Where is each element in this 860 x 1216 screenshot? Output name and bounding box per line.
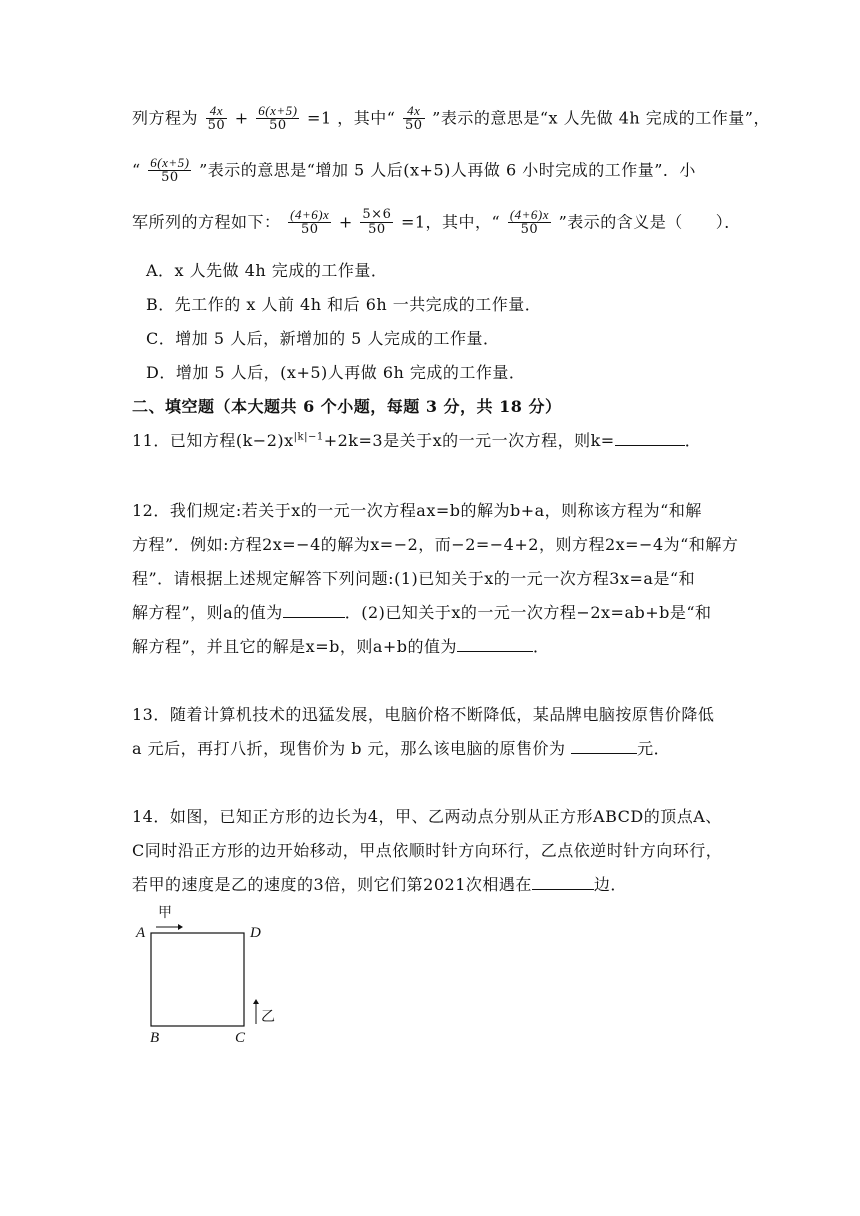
question-12-line-5: 解方程”，并且它的解是x=b，则a+b的值为 ． — [132, 637, 550, 656]
fraction: $\frac{(4+6)x}{50}$ — [509, 207, 550, 238]
arrowhead-right-icon — [178, 924, 183, 930]
square — [151, 933, 244, 1026]
section-heading: 二、填空题（本大题共 6 个小题，每题 3 分，共 18 分） — [132, 397, 562, 416]
option-b: B．先工作的 x 人前 4h 和后 6h 一共完成的工作量． — [146, 295, 542, 314]
vertex-c-label: C — [235, 1030, 246, 1046]
question-14-line-3: 若甲的速度是乙的速度的3倍，则它们第2021次相遇在 边． — [132, 875, 627, 894]
q10-line-1: 列方程为 $\frac{4x}{50}$ + $\frac{6(x+5)}{50}$ =1 ，其中“ $\frac{4x}{50}$ ”表示的意思是“x 人先做 4h 完成的工作量”， — [132, 103, 770, 134]
answer-blank — [571, 739, 637, 754]
vertex-b-label: B — [150, 1030, 160, 1046]
answer-blank — [283, 603, 345, 618]
label-jia: 甲 — [158, 905, 172, 921]
question-12-line-4: 解方程”，则a的值为 ．(2)已知关于x的一元一次方程−2x=ab+b是“和 — [132, 603, 712, 622]
fraction: $\frac{6(x+5)}{50}$ — [258, 103, 298, 134]
fraction: $\frac{(4+6)x}{50}$ — [290, 207, 330, 238]
question-13-line-2: a 元后，再打八折，现售价为 b 元，那么该电脑的原售价为 元． — [132, 739, 671, 758]
answer-blank — [615, 431, 685, 446]
fraction: $\frac{5\times 6}{50}$ — [362, 207, 392, 238]
arrowhead-up-icon — [253, 999, 259, 1004]
question-14-line-1: 14．如图，已知正方形的边长为4，甲、乙两动点分别从正方形ABCD的顶点A、 — [132, 807, 722, 826]
question-12-line-2: 方程”．例如:方程2x=−4的解为x=−2，而−2=−4+2，则方程2x=−4为“和解方 — [132, 535, 739, 554]
square-figure — [130, 900, 290, 1060]
q10-line-3: 军所列的方程如下： $\frac{(4+6)x}{50}$ + $\frac{5\times 6}{50}$ =1，其中，“ $\frac{(4+6)x}{50}$ ”表示的含义是（ ）． — [132, 207, 741, 238]
option-a: A．x 人先做 4h 完成的工作量． — [146, 261, 388, 280]
option-c: C．增加 5 人后，新增加的 5 人完成的工作量． — [146, 329, 500, 348]
question-12-line-1: 12．我们规定:若关于x的一元一次方程ax=b的解为b+a，则称该方程为“和解 — [132, 501, 702, 520]
option-d: D．增加 5 人后，(x+5)人再做 6h 完成的工作量． — [146, 363, 526, 382]
fraction: $\frac{4x}{50}$ — [405, 103, 423, 134]
question-11: 11．已知方程$(k-2)x^{|k|-1}+2k=3$是关于x的一元一次方程，则k= ． — [132, 431, 702, 450]
question-13-line-1: 13．随着计算机技术的迅猛发展，电脑价格不断降低，某品牌电脑按原售价降低 — [132, 705, 715, 724]
label-yi: 乙 — [261, 1009, 275, 1025]
vertex-a-label: A — [136, 925, 146, 941]
text: 列方程为 — [132, 108, 199, 128]
fraction: $\frac{6(x+5)}{50}$ — [150, 155, 190, 186]
vertex-d-label: D — [250, 925, 261, 941]
question-12-line-3: 程”．请根据上述规定解答下列问题:(1)已知关于x的一元一次方程3x=a是“和 — [132, 569, 696, 588]
answer-blank — [532, 875, 594, 890]
answer-blank — [457, 637, 533, 652]
question-14-line-2: C同时沿正方形的边开始移动，甲点依顺时针方向环行，乙点依逆时针方向环行， — [132, 841, 723, 860]
fraction: $\frac{4x}{50}$ — [207, 103, 226, 134]
q10-line-2: “ $\frac{6(x+5)}{50}$ ”表示的意思是“增加 5 人后(x+5)人再做 6 小时完成的工作量”．小 — [132, 155, 696, 186]
